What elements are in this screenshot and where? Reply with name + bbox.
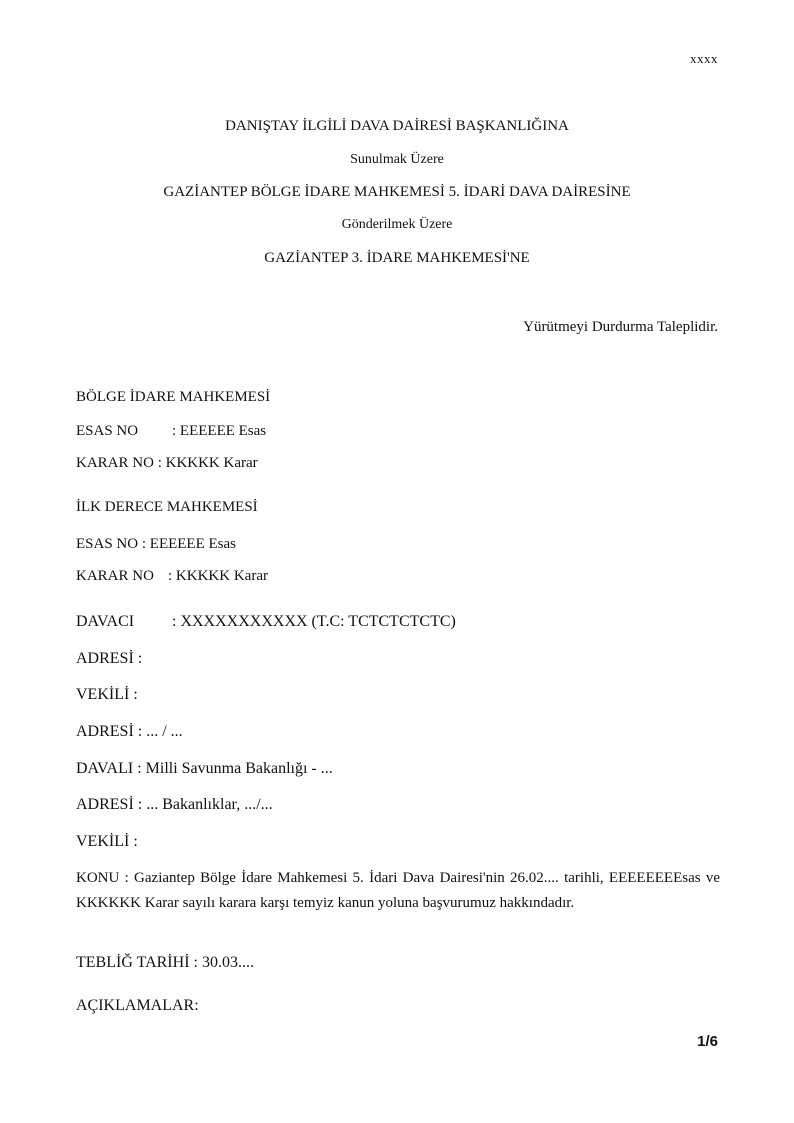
addressee-line-3: GAZİANTEP BÖLGE İDARE MAHKEMESİ 5. İDARİ DAVA DAİRESİNE — [163, 184, 631, 200]
davali-adres: ADRESİ : ... Bakanlıklar, .../... — [76, 796, 273, 813]
first-esas-label: ESAS NO — [76, 536, 139, 552]
davali-row: DAVALI : Milli Savunma Bakanlığı - ... — [76, 760, 333, 777]
addressee-line-2: Sunulmak Üzere — [350, 152, 444, 167]
first-karar-row — [76, 569, 268, 584]
addressee-line-4: Gönderilmek Üzere — [341, 217, 453, 232]
davali-vekil: VEKİLİ : — [76, 833, 138, 850]
document-code: xxxx — [690, 51, 718, 66]
teblig-date: TEBLİĞ TARİHİ : 30.03.... — [76, 954, 254, 971]
davaci-value: : XXXXXXXXXXX (T.C: TCTCTCTCTC) — [172, 613, 456, 630]
regional-esas-row — [76, 424, 266, 439]
regional-court-heading: BÖLGE İDARE MAHKEMESİ — [76, 389, 271, 405]
regional-karar-value: : KKKKK Karar — [157, 455, 258, 471]
davaci-adres: ADRESİ : — [76, 650, 143, 667]
regional-karar-row — [76, 456, 258, 471]
davaci-label: DAVACI — [76, 613, 135, 630]
vekil-adres: ADRESİ : ... / ... — [76, 723, 183, 740]
first-karar-value: : KKKKK Karar — [168, 568, 268, 584]
regional-karar-label: KARAR NO — [76, 455, 154, 471]
first-esas-value: : EEEEEE Esas — [141, 536, 236, 552]
first-karar-label: KARAR NO — [76, 568, 154, 584]
aciklamalar-heading: AÇIKLAMALAR: — [76, 997, 199, 1014]
konu-paragraph: KONU : Gaziantep Bölge İdare Mahkemesi 5. İdari Dava Dairesi'nin 26.02.... tarihli, EEEEEEEEsas ve KKKKKK Karar sayılı karara karşı temyiz kanun yoluna başvurumuz hakkındadır. — [76, 870, 720, 911]
first-esas-row — [76, 537, 236, 552]
regional-esas-value: : EEEEEE Esas — [172, 423, 267, 439]
addressee-line-5: GAZİANTEP 3. İDARE MAHKEMESİ'NE — [264, 250, 530, 266]
request-note: Yürütmeyi Durdurma Taleplidir. — [523, 319, 718, 335]
regional-esas-label: ESAS NO — [76, 423, 139, 439]
page-number: 1/6 — [697, 1033, 718, 1050]
davaci-row — [76, 614, 456, 630]
addressee-line-1: DANIŞTAY İLGİLİ DAVA DAİRESİ BAŞKANLIĞINA — [225, 118, 569, 134]
davaci-vekil: VEKİLİ : — [76, 686, 138, 703]
first-instance-heading: İLK DERECE MAHKEMESİ — [76, 499, 258, 515]
